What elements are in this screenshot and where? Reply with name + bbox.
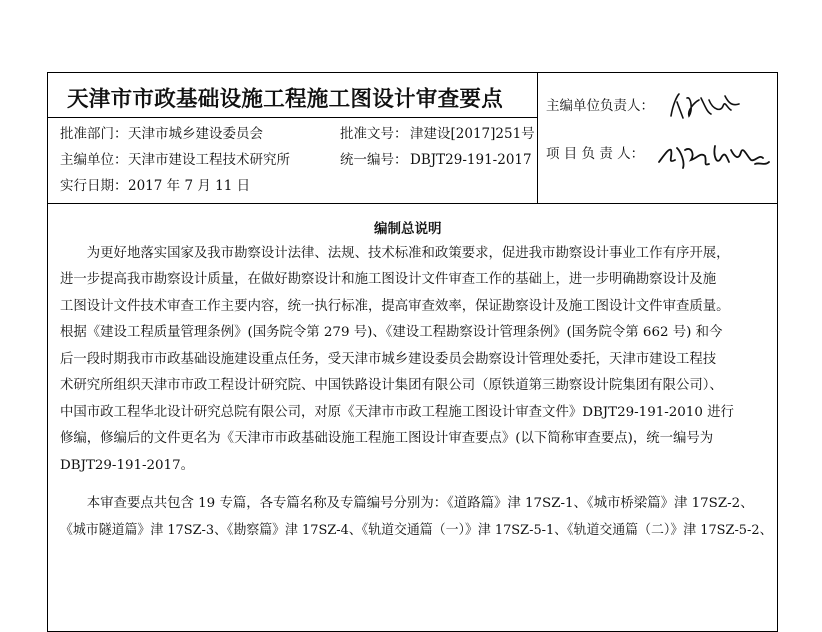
body-line-5: 后一段时期我市市政基础设施建设重点任务，受天津市城乡建设委员会勘察设计管理处委托，天津市建设工程技	[60, 352, 717, 367]
body-line-9: DBJT29-191-2017。	[60, 458, 194, 473]
project-responsible-label: 项 目 负 责 人：	[546, 146, 645, 162]
page-title: 天津市市政基础设施工程施工图设计审查要点	[67, 87, 504, 112]
effective-date-label: 实行日期：	[60, 178, 128, 194]
approval-no-label: 批准文号：	[340, 126, 408, 142]
chief-signature	[665, 88, 745, 126]
body-line-4: 根据《建设工程质量管理条例》(国务院令第 279 号)、《建设工程勘察设计管理条例》(国务院令第 662 号) 和今	[60, 325, 723, 340]
body-line-7: 中国市政工程华北设计研究总院有限公司，对原《天津市市政工程施工图设计审查文件》DBJT29-191-2010 进行	[60, 405, 734, 420]
body-line-8: 修编，修编后的文件更名为《天津市市政基础设施工程施工图设计审查要点》(以下简称审查要点)，统一编号为	[60, 431, 714, 446]
editor-unit-label: 主编单位：	[60, 152, 128, 168]
unified-no-label: 统一编号：	[340, 152, 408, 168]
chief-responsible-label: 主编单位负责人：	[546, 98, 654, 114]
body-line-11: 《城市隧道篇》津 17SZ-3、《勘察篇》津 17SZ-4、《轨道交通篇（一）》津 17SZ-5-1、《轨道交通篇（二）》津 17SZ-5-2、	[60, 523, 773, 538]
header-bottom-border	[47, 203, 778, 204]
body-line-10: 本审查要点共包含 19 专篇，各专篇名称及专篇编号分别为：《道路篇》津 17SZ-1、《城市桥梁篇》津 17SZ-2、	[60, 496, 754, 511]
effective-date-value: 2017 年 7 月 11 日	[128, 178, 251, 194]
section-title: 编制总说明	[374, 221, 442, 237]
project-signature	[655, 136, 775, 176]
body-line-3: 工图设计文件技术审查工作主要内容，统一执行标准，提高审查效率，保证勘察设计及施工图设计文件审查质量。	[60, 299, 730, 314]
editor-unit-value: 天津市建设工程技术研究所	[128, 152, 290, 168]
body-line-1: 为更好地落实国家及我市勘察设计法律、法规、技术标准和政策要求，促进我市勘察设计事业工作有序开展，	[60, 246, 730, 261]
header-divider-vertical	[537, 72, 538, 204]
approval-no-value: 津建设[2017]251号	[410, 126, 535, 142]
title-underline	[47, 117, 538, 118]
body-line-2: 进一步提高我市勘察设计质量，在做好勘察设计和施工图设计文件审查工作的基础上，进一步明确勘察设计及施	[60, 272, 717, 287]
unified-no-value: DBJT29-191-2017	[410, 152, 532, 168]
approval-dept-label: 批准部门：	[60, 126, 128, 142]
approval-dept-value: 天津市城乡建设委员会	[128, 126, 263, 142]
body-line-6: 术研究所组织天津市市政工程设计研究院、中国铁路设计集团有限公司（原铁道第三勘察设计院集团有限公司）、	[60, 378, 723, 393]
